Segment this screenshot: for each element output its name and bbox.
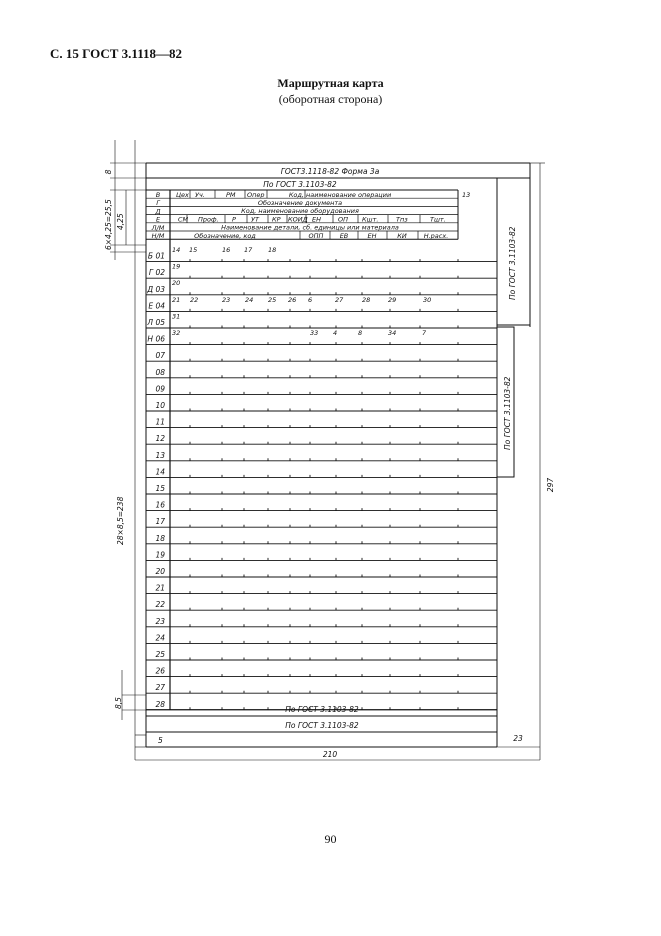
row-number: 14 bbox=[155, 467, 165, 477]
header-cell-text: КР bbox=[272, 215, 281, 224]
header-cell-text: Обозначение, код bbox=[194, 231, 256, 240]
row-number: Д 03 bbox=[147, 284, 165, 294]
header-cell-text: ЕН bbox=[312, 215, 321, 224]
dim-height-297: 297 bbox=[546, 477, 555, 493]
field-number: 34 bbox=[388, 329, 397, 337]
row-number: 21 bbox=[155, 583, 165, 593]
dim-top-8: 8 bbox=[104, 169, 113, 175]
row-number: 11 bbox=[155, 417, 165, 427]
field-number: 20 bbox=[172, 279, 181, 288]
header-cell-text: Р bbox=[232, 215, 236, 224]
header-cell-text: Тпз bbox=[396, 215, 408, 224]
row-number: Б 01 bbox=[147, 251, 165, 261]
row-number: 28 bbox=[155, 699, 165, 709]
header-cell-text: Код, наименование оборудования bbox=[241, 207, 359, 216]
row-number: 13 bbox=[155, 450, 165, 460]
header-cell-text: РМ bbox=[226, 190, 236, 199]
field-number: 19 bbox=[172, 262, 181, 271]
header-row-code: Е bbox=[155, 215, 161, 224]
header-row-code: Д bbox=[155, 207, 161, 216]
header-cell-text: Наименование детали, сб. единицы или материала bbox=[221, 223, 399, 232]
row-number: 24 bbox=[155, 633, 165, 643]
header-row-code: Н/М bbox=[151, 232, 165, 240]
field-number: 21 bbox=[172, 295, 181, 304]
row-number: 27 bbox=[155, 683, 165, 693]
cell-13: 13 bbox=[462, 191, 471, 199]
row-number: 25 bbox=[155, 650, 165, 659]
field-number: 18 bbox=[268, 246, 277, 254]
dim-width-210: 210 bbox=[322, 750, 338, 759]
row-number: 20 bbox=[155, 567, 165, 576]
field-number: 30 bbox=[423, 295, 432, 304]
field-number: 6 bbox=[308, 295, 313, 304]
bottom-ref-text-1: По ГОСТ 3.1103-82 bbox=[285, 705, 359, 714]
field-number: 16 bbox=[222, 246, 231, 254]
dim-right-23: 23 bbox=[513, 734, 523, 743]
header-cell-text: ЕН bbox=[367, 231, 377, 240]
dim-body-height: 28×8,5=238 bbox=[116, 496, 125, 545]
header-cell-text: ОПП bbox=[308, 231, 324, 240]
header-row-code: Г bbox=[156, 199, 160, 208]
field-number: 7 bbox=[422, 329, 427, 337]
row-number: 23 bbox=[155, 616, 165, 626]
header-cell-text: УТ bbox=[251, 215, 259, 224]
header-cell-text: ОП bbox=[338, 215, 349, 224]
dim-row-8-5: 8,5 bbox=[114, 697, 123, 709]
row-number: 22 bbox=[155, 600, 165, 610]
header-cell-text: Уч. bbox=[195, 190, 205, 199]
field-number: 25 bbox=[268, 295, 277, 304]
row-number: 07 bbox=[155, 351, 165, 361]
row-number: Л 05 bbox=[147, 318, 165, 327]
header-cell-text: Код, наименование операции bbox=[288, 190, 392, 199]
header-cell-text: Н.расх. bbox=[423, 231, 449, 240]
side-ref-text-1: По ГОСТ 3.1103-82 bbox=[508, 226, 517, 300]
header-cell-text: КОИД bbox=[288, 215, 308, 224]
row-number: 10 bbox=[155, 401, 165, 410]
page-subtitle: (оборотная сторона) bbox=[278, 92, 383, 106]
field-number: 15 bbox=[189, 246, 198, 254]
row-number: 26 bbox=[155, 666, 165, 676]
row-number: 09 bbox=[155, 384, 165, 394]
side-ref-text-2: По ГОСТ 3.1103-82 bbox=[503, 376, 512, 450]
field-number: 22 bbox=[190, 295, 199, 304]
row-number: 08 bbox=[155, 367, 165, 377]
row-number: Н 06 bbox=[147, 334, 165, 344]
field-number: 28 bbox=[362, 295, 371, 304]
field-number: 32 bbox=[172, 329, 181, 337]
dim-left-5: 5 bbox=[158, 736, 163, 745]
header-cell-text: Опер bbox=[247, 190, 265, 199]
field-number: 23 bbox=[222, 295, 231, 304]
row-number: 15 bbox=[155, 484, 165, 493]
header-cell-text: Тшт. bbox=[430, 215, 446, 224]
field-number: 33 bbox=[310, 329, 319, 337]
form-label: ГОСТ3.1118-82 Форма 3а bbox=[280, 167, 380, 176]
row-number: 19 bbox=[155, 550, 165, 560]
header-cell-text: Кшт. bbox=[362, 215, 379, 224]
field-number: 24 bbox=[245, 295, 254, 304]
header-cell-text: СМ bbox=[178, 215, 189, 224]
field-number: 29 bbox=[388, 295, 397, 304]
row-number: 12 bbox=[155, 434, 165, 444]
row-number: Е 04 bbox=[148, 301, 165, 311]
field-number: 8 bbox=[358, 329, 363, 337]
row-number: 17 bbox=[155, 517, 165, 527]
field-number: 26 bbox=[288, 295, 297, 304]
field-number: 14 bbox=[172, 246, 181, 254]
header-row-code: В bbox=[155, 191, 161, 199]
header-cell-text: Цех bbox=[176, 190, 189, 199]
page-number: 90 bbox=[324, 832, 337, 846]
bottom-ref-text-2: По ГОСТ 3.1103-82 bbox=[285, 721, 359, 730]
dim-sub-4-25: 4,25 bbox=[116, 213, 125, 230]
header-cell-text: Обозначение документа bbox=[257, 199, 343, 207]
field-number: 4 bbox=[333, 329, 338, 337]
top-ref-text: По ГОСТ 3.1103-82 bbox=[263, 180, 337, 189]
row-number: Г 02 bbox=[148, 268, 165, 278]
row-number: 16 bbox=[155, 500, 165, 510]
header-cell-text: ЕВ bbox=[339, 231, 349, 240]
header-cell-text: Проф. bbox=[198, 215, 219, 224]
row-number: 18 bbox=[155, 533, 165, 543]
field-number: 17 bbox=[244, 246, 253, 254]
page-header: С. 15 ГОСТ 3.1118—82 bbox=[50, 46, 182, 61]
dim-header-height: 6×4,25=25,5 bbox=[104, 199, 113, 250]
field-number: 27 bbox=[335, 295, 344, 304]
header-cell-text: КИ bbox=[397, 231, 407, 240]
header-row-code: Л/М bbox=[151, 223, 165, 232]
page-title: Маршрутная карта bbox=[277, 76, 384, 90]
field-number: 31 bbox=[172, 312, 181, 321]
